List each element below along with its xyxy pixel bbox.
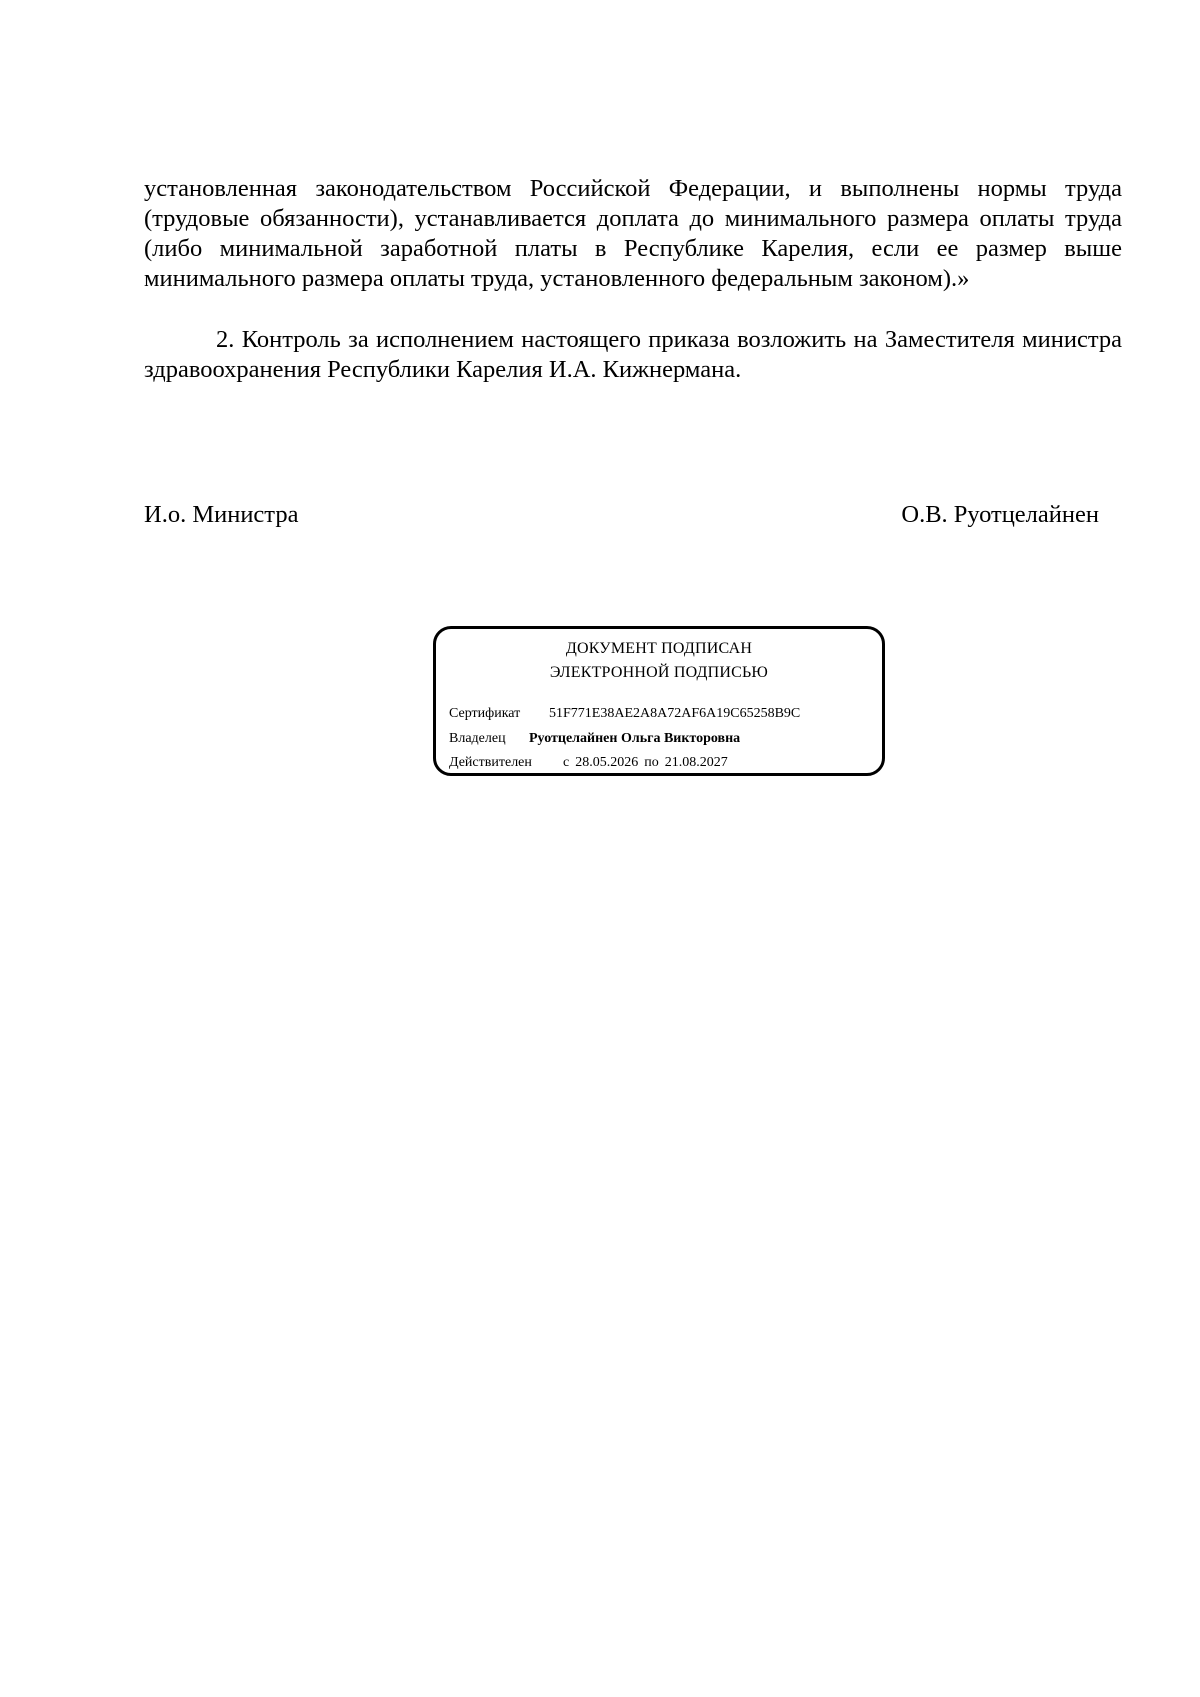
owner-value: Руотцелайнен Ольга Викторовна (529, 731, 741, 746)
certificate-label: Сертификат (449, 706, 521, 721)
electronic-signature-stamp (433, 626, 885, 776)
certificate-value: 51F771E38AE2A8A72AF6A19C65258B9C (549, 706, 801, 721)
stamp-owner-row (449, 729, 740, 749)
valid-to-word: по (644, 755, 659, 770)
stamp-title-line-1: ДОКУМЕНТ ПОДПИСАН (565, 640, 753, 657)
paragraph-control-clause: 2. Контроль за исполнением настоящего приказа возложить на Заместителя министра здравоохранения Республики Карелия И.А. Кижнермана. (144, 326, 1122, 383)
stamp-title-line-2: ЭЛЕКТРОННОЙ ПОДПИСЬЮ (549, 664, 769, 681)
owner-label: Владелец (449, 731, 506, 746)
stamp-validity-row (449, 753, 728, 773)
valid-label: Действителен (449, 755, 532, 770)
paragraph-continuation: установленная законодательством Российской Федерации, и выполнены нормы труда (трудовые обязанности), устанавливается доплата до минимального размера оплаты труда (либо минимальной заработной платы в Республике Карелия, если ее размер выше минимального размера оплаты труда, установленного федеральным законом).» (144, 175, 1122, 292)
valid-from-word: с (563, 755, 570, 770)
signer-name: О.В. Руотцелайнен (901, 501, 1099, 528)
stamp-certificate-row (449, 704, 800, 724)
signer-position: И.о. Министра (144, 501, 299, 528)
valid-from-date: 28.05.2026 (575, 755, 639, 770)
valid-to-date: 21.08.2027 (664, 755, 728, 770)
